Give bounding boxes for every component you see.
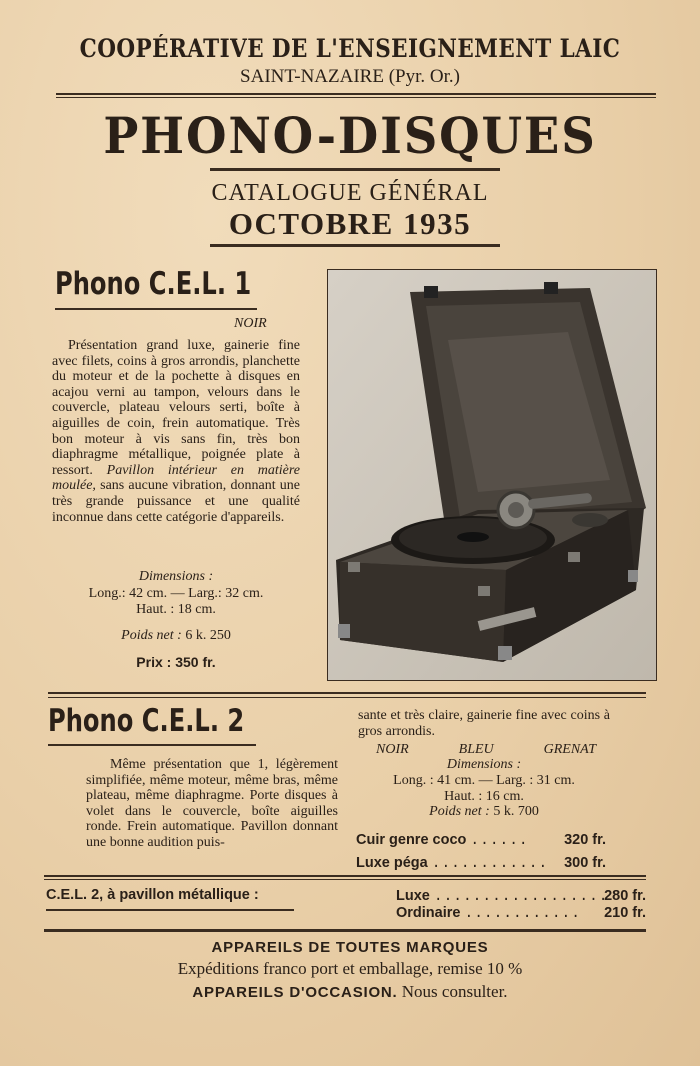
footer-shipping: Expéditions franco port et emballage, remise 10 % (177, 959, 523, 978)
product2-option-dots: ............ (431, 856, 549, 872)
metal-horn-option-price: 210 fr. (604, 905, 646, 921)
product2-dimensions-line1: Long. : 41 cm. — Larg. : 31 cm. (393, 773, 575, 788)
product2-description-left: Même présentation que 1, légèrement simplifiée, même moteur, même bras, même plateau, même diaphragme. Porte disques à volet dans le couvercle, boîte aiguilles ronde. Frein automatique. Pavillon donnant une bonne audition puis- (86, 757, 338, 850)
footer-all-brands: APPAREILS DE TOUTES MARQUES (211, 939, 489, 956)
product2-weight-value: 5 k. 700 (493, 804, 539, 819)
product2-color-noir: NOIR (376, 742, 409, 757)
footer-second-hand (0, 982, 700, 1002)
product2-title: Phono C.E.L. 2 (48, 703, 245, 739)
section-divider-1 (48, 692, 646, 694)
product2-option-label: Cuir genre coco (356, 832, 467, 848)
header-rule-top-2 (56, 97, 656, 98)
product1-dimensions-label: Dimensions : (138, 569, 214, 584)
catalogue-title: PHONO-DISQUES (103, 106, 597, 165)
product1-description-end: sans aucune vibration, donnant une très grande puissance et une qualité inconnue dans cette catégorie d'appareils. (52, 478, 300, 525)
metal-horn-label: C.E.L. 2, à pavillon métallique : (46, 887, 259, 903)
product2-color-bleu: BLEU (458, 742, 494, 757)
metal-horn-option-label: Ordinaire (396, 905, 461, 921)
catalogue-subtitle: CATALOGUE GÉNÉRAL (211, 180, 489, 206)
section-divider-3 (44, 929, 646, 932)
catalogue-date: OCTOBRE 1935 (228, 206, 472, 241)
metal-horn-option-dots: ............ (464, 906, 581, 922)
product1-weight-value: 6 k. 250 (185, 628, 231, 643)
metal-horn-option-dots: .................. (433, 889, 609, 905)
footer-second-hand-bold: APPAREILS D'OCCASION. (192, 984, 398, 1001)
phonograph-photo (327, 269, 657, 681)
product1-weight (52, 628, 300, 644)
footer-second-hand-rest: Nous consulter. (401, 982, 508, 1001)
metal-horn-option-price: 280 fr. (604, 888, 646, 904)
product1-description (52, 338, 300, 525)
section-divider-2b (44, 879, 646, 880)
product2-dimensions-line2: Haut. : 16 cm. (444, 789, 524, 804)
title-underline (210, 168, 500, 171)
product2-colors (376, 742, 596, 758)
product1-color: NOIR (234, 316, 267, 331)
product2-description-right: sante et très claire, gainerie fine avec coins à gros arrondis. (358, 708, 610, 739)
section-divider-2 (44, 875, 646, 877)
section-divider-1b (48, 697, 646, 698)
product1-weight-label: Poids net : (121, 628, 182, 643)
metal-horn-option-label: Luxe (396, 888, 430, 904)
product2-option-row (356, 855, 606, 872)
product1-description-italic: Pavillon intérieur en matière moulée, (52, 462, 301, 494)
metal-horn-underline (46, 909, 294, 911)
metal-horn-option-row (396, 888, 646, 905)
metal-horn-option-row (396, 905, 646, 922)
product1-title-underline (55, 308, 257, 310)
product2-title-underline (48, 744, 256, 746)
product1-dimensions-line2: Haut. : 18 cm. (136, 602, 216, 617)
phonograph-illustration (328, 270, 656, 680)
product2-dimensions-label: Dimensions : (446, 757, 522, 772)
product2-option-label: Luxe péga (356, 855, 428, 871)
product2-option-price: 300 fr. (564, 855, 606, 871)
organization-city: SAINT-NAZAIRE (Pyr. Or.) (240, 66, 460, 87)
product1-price: Prix : 350 fr. (136, 654, 216, 670)
product2-weight (358, 804, 610, 820)
product1-dimensions-line1: Long.: 42 cm. — Larg.: 32 cm. (88, 586, 264, 601)
product2-option-price: 320 fr. (564, 832, 606, 848)
product2-option-row (356, 832, 606, 849)
product2-option-dots: ...... (470, 833, 529, 849)
product1-title: Phono C.E.L. 1 (55, 266, 252, 302)
product2-weight-label: Poids net : (429, 804, 490, 819)
product2-color-grenat: GRENAT (543, 742, 596, 757)
product1-description-main: Présentation grand luxe, gainerie fine avec filets, coins à gros arrondis, planchette du moteur et de la pochette à disques en acajou verni au tampon, velours dans le couvercle, plateau velours serti, boîte à aiguilles de coin, frein automatique. Très bon moteur à vis sans fin, très bon diaphragme métallique, poignée plate à ressort. (52, 338, 300, 478)
header-rule-top (56, 93, 656, 95)
organization-name: COOPÉRATIVE DE L'ENSEIGNEMENT LAIC (79, 34, 621, 63)
date-underline (210, 244, 500, 247)
